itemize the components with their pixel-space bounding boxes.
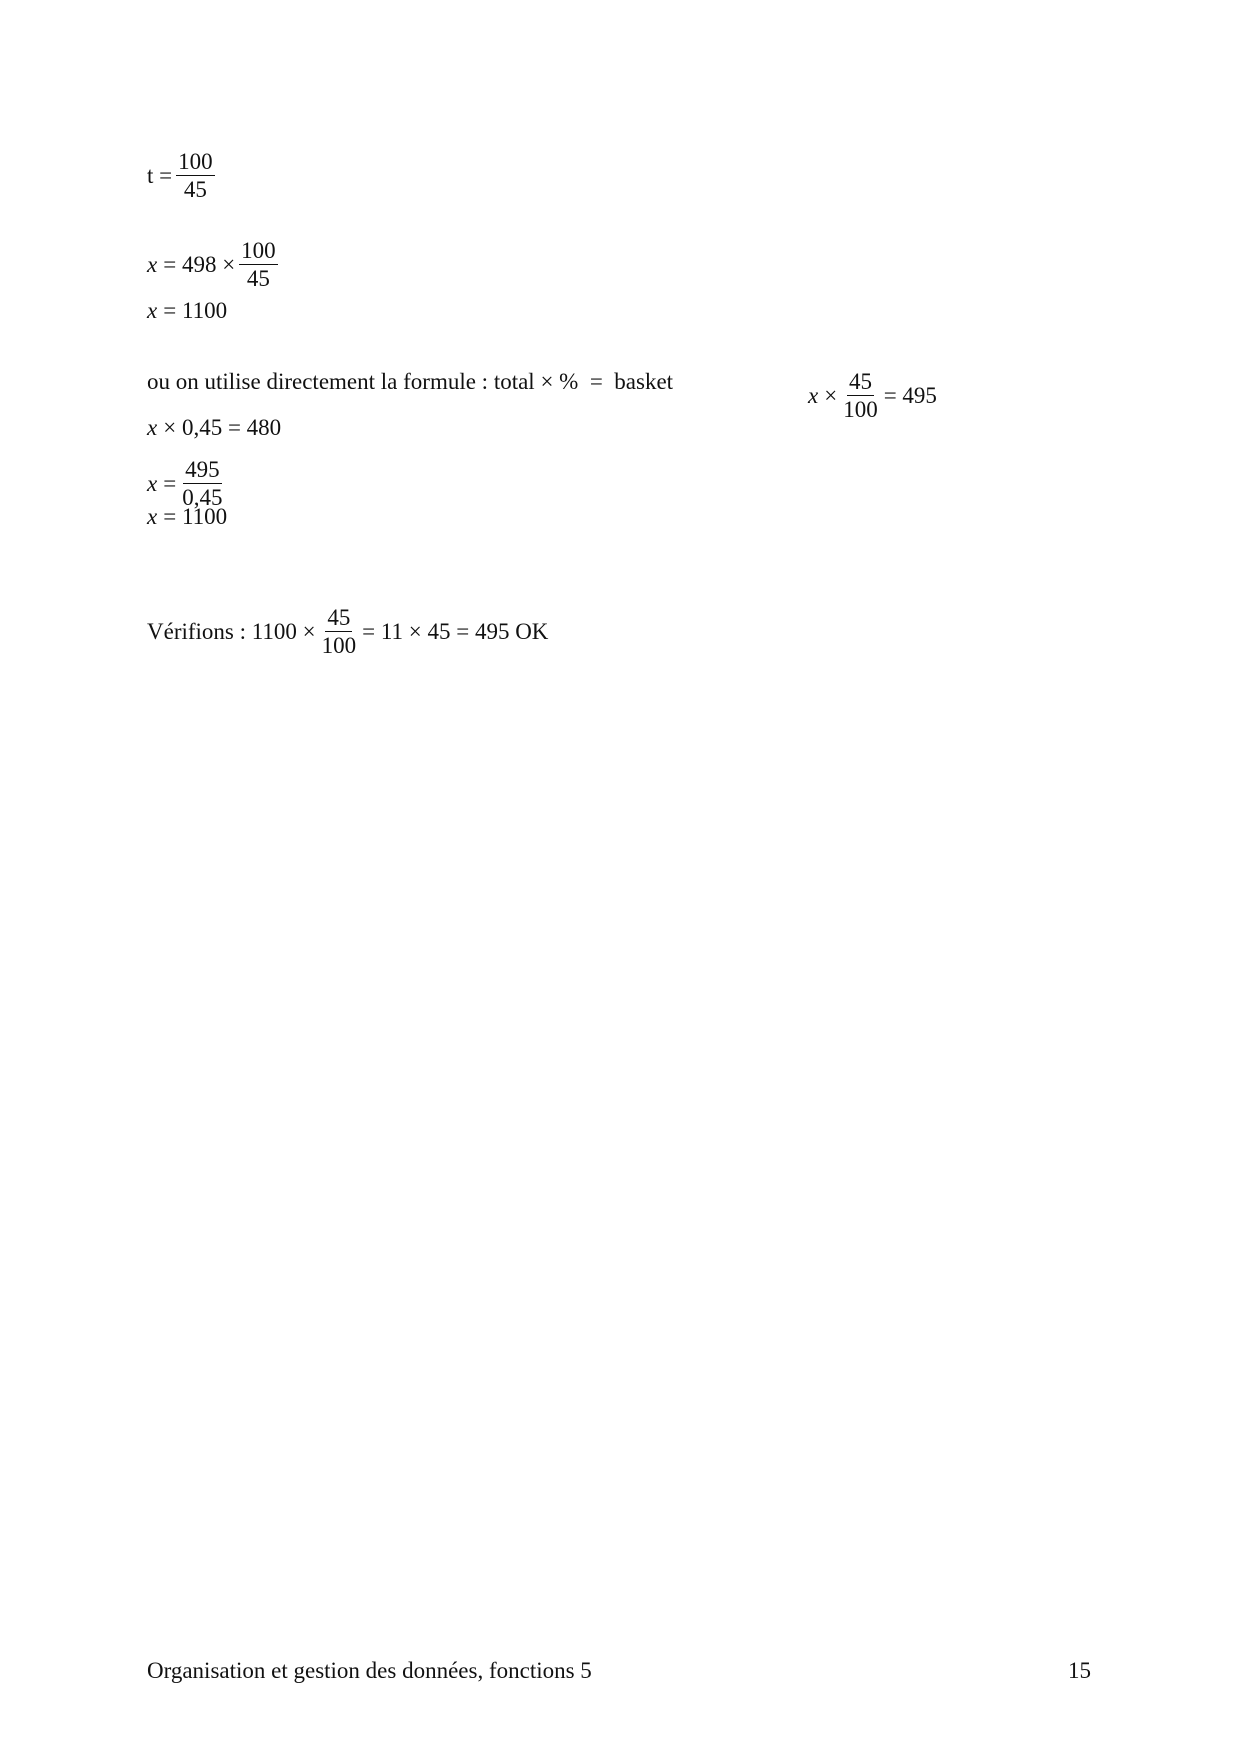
fraction-numerator: 45 xyxy=(848,369,872,394)
verification-prefix: Vérifions : 1100 × xyxy=(147,618,316,644)
equation-rhs: = xyxy=(163,470,177,496)
fraction xyxy=(841,368,880,423)
fraction-denominator: 0,45 xyxy=(182,485,223,510)
fraction xyxy=(239,237,278,292)
fraction-numerator: 100 xyxy=(178,149,213,174)
equation-rhs: = 1100 xyxy=(163,298,228,323)
variable-x: x xyxy=(147,415,158,440)
fraction xyxy=(320,604,359,659)
footer-title: Organisation et gestion des données, fonctions 5 xyxy=(147,1658,592,1683)
fraction-denominator: 100 xyxy=(321,633,357,658)
verification-line xyxy=(147,604,548,659)
page-number: 15 xyxy=(1068,1658,1091,1683)
equation-t xyxy=(147,148,219,203)
equation-rhs: = 1100 xyxy=(163,504,228,529)
equation-x-5 xyxy=(147,503,227,531)
equation-x-3 xyxy=(147,414,281,442)
variable-x: x xyxy=(147,470,158,496)
fraction-denominator: 45 xyxy=(183,177,207,202)
fraction-denominator: 45 xyxy=(246,266,270,291)
fraction-denominator: 100 xyxy=(843,397,878,422)
fraction-numerator: 100 xyxy=(241,238,276,263)
variable-x: x xyxy=(147,504,158,529)
formula-equation xyxy=(808,368,937,423)
formula-line xyxy=(147,368,673,396)
formula-text: ou on utilise directement la formule : total × % = basket xyxy=(147,369,674,394)
variable-x: x xyxy=(808,382,819,408)
variable-x: x xyxy=(147,251,158,277)
equation-rhs: × 0,45 = 480 xyxy=(163,415,282,440)
fraction-numerator: 495 xyxy=(185,457,220,482)
times-sign: × xyxy=(824,382,838,408)
variable-x: x xyxy=(147,298,158,323)
verification-suffix: = 11 × 45 = 495 OK xyxy=(362,618,549,644)
equation-x-1 xyxy=(147,237,282,292)
equation-t-lhs: t = xyxy=(147,162,173,188)
fraction xyxy=(176,148,215,203)
equation-rhs: = 498 × xyxy=(163,251,236,277)
fraction-numerator: 45 xyxy=(327,605,351,630)
equation-x-2 xyxy=(147,297,227,325)
equation-rhs: = 495 xyxy=(883,382,937,408)
